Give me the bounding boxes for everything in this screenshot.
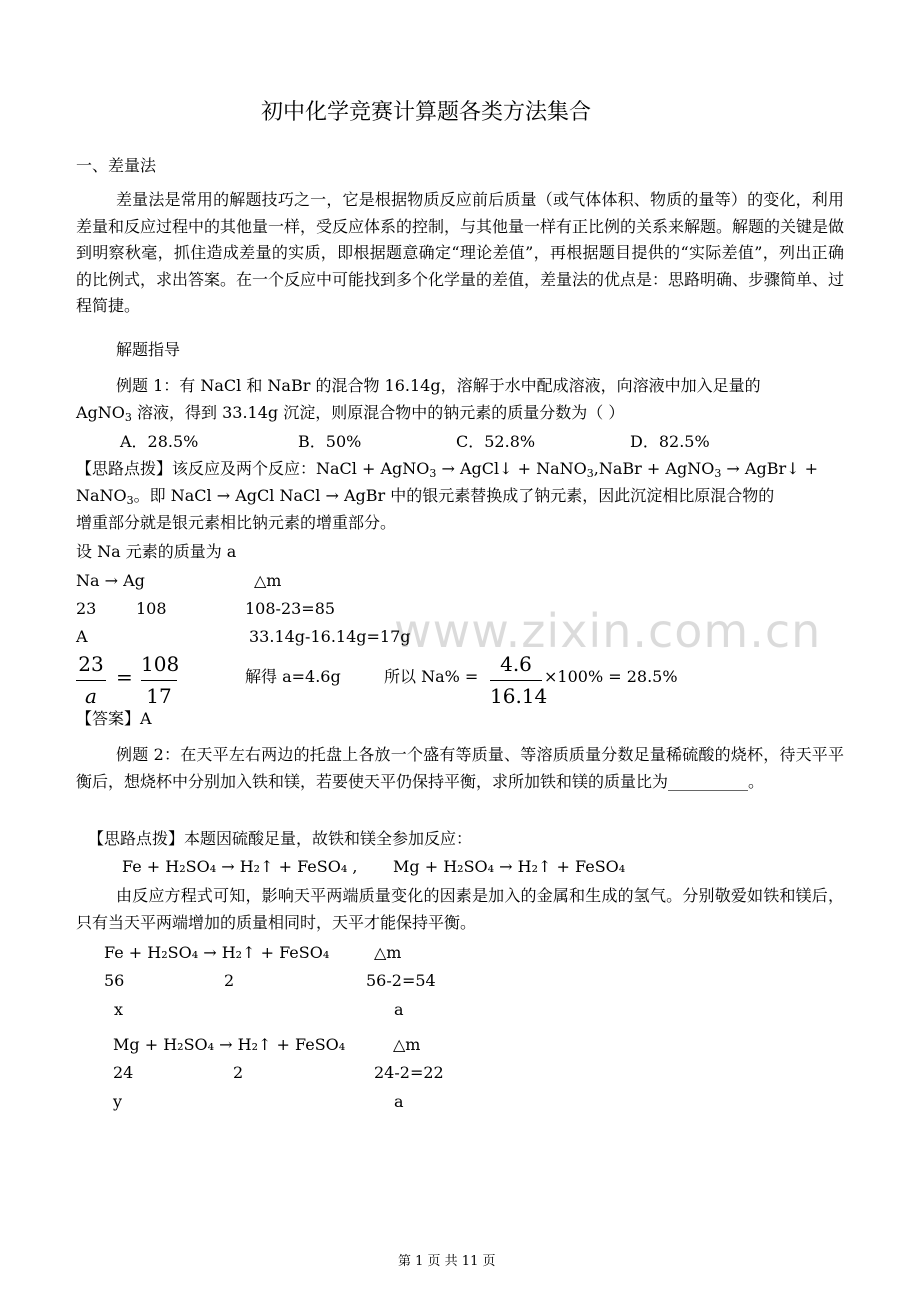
solve-result: 解得 a=4.6g — [245, 667, 341, 686]
equation-mg: Mg + H₂SO₄ → H₂↑ + FeSO₄ — [393, 857, 626, 876]
fe-mass: 56 — [104, 971, 125, 990]
option-b: B．50% — [298, 432, 362, 451]
percent-result: ×100% = 28.5% — [544, 667, 678, 686]
calc-row1-reaction: Na → Ag — [76, 571, 145, 590]
mg-delta-value: 24-2=22 — [374, 1063, 444, 1082]
example1-question-line2: AgNO$_3$ 溶液，得到 33.14g 沉淀，则原混合物中的钠元素的质量分数为（ ） — [76, 403, 625, 424]
intro-paragraph: 差量法是常用的解题技巧之一，它是根据物质反应前后质量（或气体体积、物质的量等）的变化，利用差量和反应过程中的其他量一样，受反应体系的控制，与其他量一样有正比例的关系来解题。解题的关键是做到明察秋毫，抓住造成差量的实质，即根据题意确定“理论差值”，再根据题目提供的“实际差值”，列出正确的比例式，求出答案。在一个反应中可能找到多个化学量的差值，差量法的优点是：思路明确、步骤简单、过程简捷。 — [76, 190, 845, 315]
guide-heading: 解题指导 — [116, 340, 181, 359]
fraction-percent: 4.6 16.14 — [490, 652, 548, 708]
calc-row1-delta: △m — [254, 571, 282, 590]
example1-hint-line1: 【思路点拨】该反应及两个反应：NaCl + AgNO$_3$ → AgCl↓ + NaNO$_3$,NaBr + AgNO$_3$ → AgBr↓ + — [76, 459, 818, 480]
watermark: www.zixin.com.cn — [394, 604, 822, 658]
mg-delta-variable: a — [394, 1092, 404, 1111]
calc-row2-na: 23 — [76, 599, 97, 618]
calc-row2-ag: 108 — [136, 599, 167, 618]
fe-reaction: Fe + H₂SO₄ → H₂↑ + FeSO₄ — [104, 943, 330, 962]
fe-delta-label: △m — [374, 943, 402, 962]
example2-hint: 【思路点拨】本题因硫酸足量，故铁和镁全参加反应： — [88, 829, 473, 848]
equals-sign: = — [116, 665, 133, 689]
example1-set-variable: 设 Na 元素的质量为 a — [76, 542, 237, 561]
example1-hint-line3: 增重部分就是银元素相比钠元素的增重部分。 — [76, 513, 397, 532]
fe-variable: x — [114, 1000, 124, 1019]
fe-delta-variable: a — [394, 1000, 404, 1019]
option-d: D．82.5% — [630, 432, 710, 451]
calc-row2-delta: 108-23=85 — [245, 599, 336, 618]
fe-delta-value: 56-2=54 — [366, 971, 436, 990]
mg-reaction: Mg + H₂SO₄ → H₂↑ + FeSO₄ — [113, 1035, 346, 1054]
fraction-left: 23 a — [76, 652, 106, 708]
option-c: C．52.8% — [456, 432, 536, 451]
mg-variable: y — [113, 1092, 123, 1111]
example1-question-line1: 例题 1：有 NaCl 和 NaBr 的混合物 16.14g，溶解于水中配成溶液，向溶液中加入足量的 — [116, 376, 761, 395]
mg-mass: 24 — [113, 1063, 134, 1082]
option-a: A．28.5% — [120, 432, 199, 451]
section-heading: 一、差量法 — [76, 156, 157, 175]
fe-h2-mass: 2 — [224, 971, 235, 990]
calc-row3-delta: 33.14g-16.14g=17g — [249, 627, 411, 646]
mg-delta-label: △m — [393, 1035, 421, 1054]
calc-row3-a: A — [76, 627, 88, 646]
example2-explanation: 由反应方程式可知，影响天平两端质量变化的因素是加入的金属和生成的氢气。分别敬爱如铁和镁后，只有当天平两端增加的质量相同时，天平才能保持平衡。 — [76, 886, 844, 932]
page-footer: 第 1 页 共 11 页 — [398, 1254, 496, 1269]
fraction-right: 108 17 — [141, 652, 180, 708]
page-title: 初中化学竞赛计算题各类方法集合 — [261, 100, 592, 125]
percent-label: 所以 Na% = — [384, 667, 479, 686]
example1-answer: 【答案】A — [76, 709, 152, 728]
example1-hint-line2: NaNO$_3$。即 NaCl → AgCl NaCl → AgBr 中的银元素替换成了钠元素，因此沉淀相比原混合物的 — [76, 486, 775, 507]
equation-fe: Fe + H₂SO₄ → H₂↑ + FeSO₄ , — [122, 857, 358, 876]
example2-question: 例题 2：在天平左右两边的托盘上各放一个盛有等质量、等溶质质量分数足量稀硫酸的烧杯，待天平平衡后，想烧杯中分别加入铁和镁，若要使天平仍保持平衡，求所加铁和镁的质量比为__________。 — [76, 745, 844, 791]
mg-h2-mass: 2 — [233, 1063, 244, 1082]
